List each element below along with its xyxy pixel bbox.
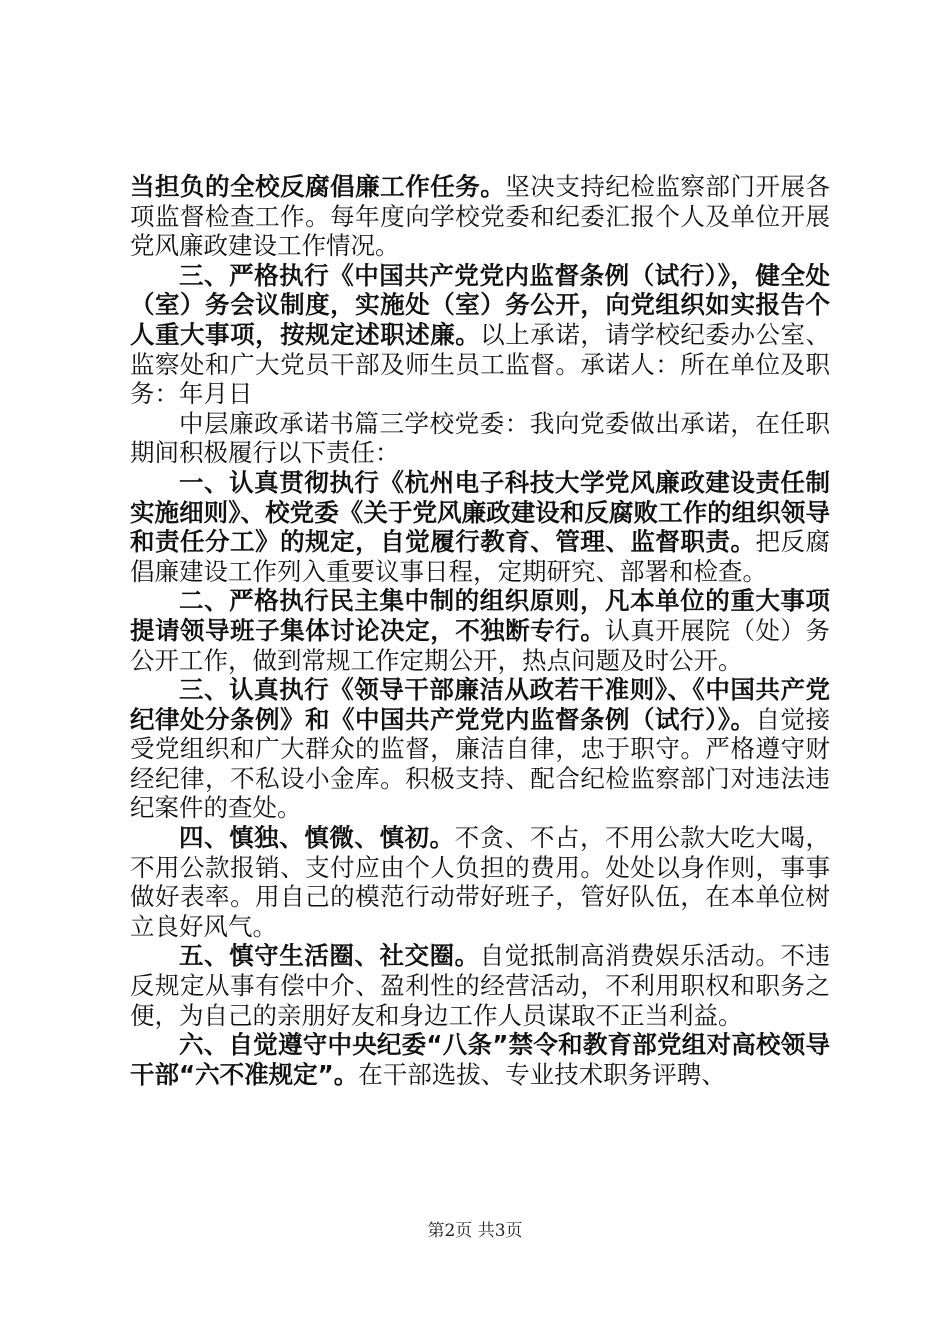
paragraph-9-text: 在干部选拔、专业技术职务评聘、 bbox=[358, 1059, 726, 1089]
page-footer: 第2页 共3页 bbox=[427, 1221, 523, 1241]
paragraph-7 bbox=[130, 823, 830, 941]
paragraph-4-bold: 一、认真贯彻执行《杭州电子科技大学党风廉政建设责任制实施细则》、校党委《关于党风廉政建设和反腐败工作的组织领导和责任分工》的规定，自觉履行教育、管理、监督职责。 bbox=[130, 467, 830, 557]
paragraph-9-bold: 六、自觉遵守中央纪委“八条”禁令和教育部党组对高校领导干部“六不准规定”。 bbox=[130, 1030, 830, 1089]
paragraph-1 bbox=[130, 172, 830, 261]
paragraph-7-bold: 四、慎独、慎微、慎初。 bbox=[179, 823, 455, 853]
paragraph-9 bbox=[130, 1030, 830, 1089]
paragraph-1-text: 坚决支持纪检监察部门开展各项监督检查工作。每年度向学校党委和纪委汇报个人及单位开展党风廉政建设工作情况。 bbox=[130, 172, 831, 261]
paragraph-5-bold: 二、严格执行民主集中制的组织原则，凡本单位的重大事项提请领导班子集体讨论决定，不独断专行。 bbox=[130, 586, 830, 645]
paragraph-7-text: 不贪、不占，不用公款大吃大喝，不用公款报销、支付应由个人负担的费用。处处以身作则，事事做好表率。用自己的模范行动带好班子，管好队伍，在本单位树立良好风气。 bbox=[130, 823, 831, 941]
paragraph-6 bbox=[130, 675, 830, 823]
paragraph-8-bold: 五、慎守生活圈、社交圈。 bbox=[179, 941, 480, 971]
paragraph-1-bold: 当担负的全校反腐倡廉工作任务。 bbox=[130, 172, 506, 201]
document-body bbox=[130, 172, 830, 1089]
paragraph-5 bbox=[130, 586, 830, 675]
paragraph-4-text: 把反腐倡廉建设工作列入重要议事日程，定期研究、部署和检查。 bbox=[130, 527, 831, 586]
paragraph-2-bold: 三、严格执行《中国共产党党内监督条例（试行）》，健全处（室）务会议制度，实施处（室）务公开，向党组织如实报告个人重大事项，按规定述职述廉。 bbox=[130, 260, 830, 349]
paragraph-6-bold: 三、认真执行《领导干部廉洁从政若干准则》、《中国共产党纪律处分条例》和《中国共产党党内监督条例（试行）》。 bbox=[130, 675, 830, 734]
paragraph-4 bbox=[130, 468, 830, 586]
paragraph-8-text: 自觉抵制高消费娱乐活动。不违反规定从事有偿中介、盈利性的经营活动，不利用职权和职务之便，为自己的亲朋好友和身边工作人员谋取不正当利益。 bbox=[130, 941, 830, 1030]
paragraph-5-text: 认真开展院（处）务公开工作，做到常规工作定期公开，热点问题及时公开。 bbox=[130, 615, 831, 675]
paragraph-3 bbox=[130, 409, 830, 468]
paragraph-2 bbox=[130, 261, 830, 409]
paragraph-8 bbox=[130, 941, 830, 1030]
paragraph-2-text: 以上承诺，请学校纪委办公室、监察处和广大党员干部及师生员工监督。承诺人：所在单位及职务：年月日 bbox=[130, 319, 831, 409]
paragraph-3-text: 中层廉政承诺书篇三学校党委：我向党委做出承诺，在任职期间积极履行以下责任： bbox=[130, 408, 830, 468]
paragraph-6-text: 自觉接受党组织和广大群众的监督，廉洁自律，忠于职守。严格遵守财经纪律，不私设小金库。积极支持、配合纪检监察部门对违法违纪案件的查处。 bbox=[130, 704, 830, 823]
